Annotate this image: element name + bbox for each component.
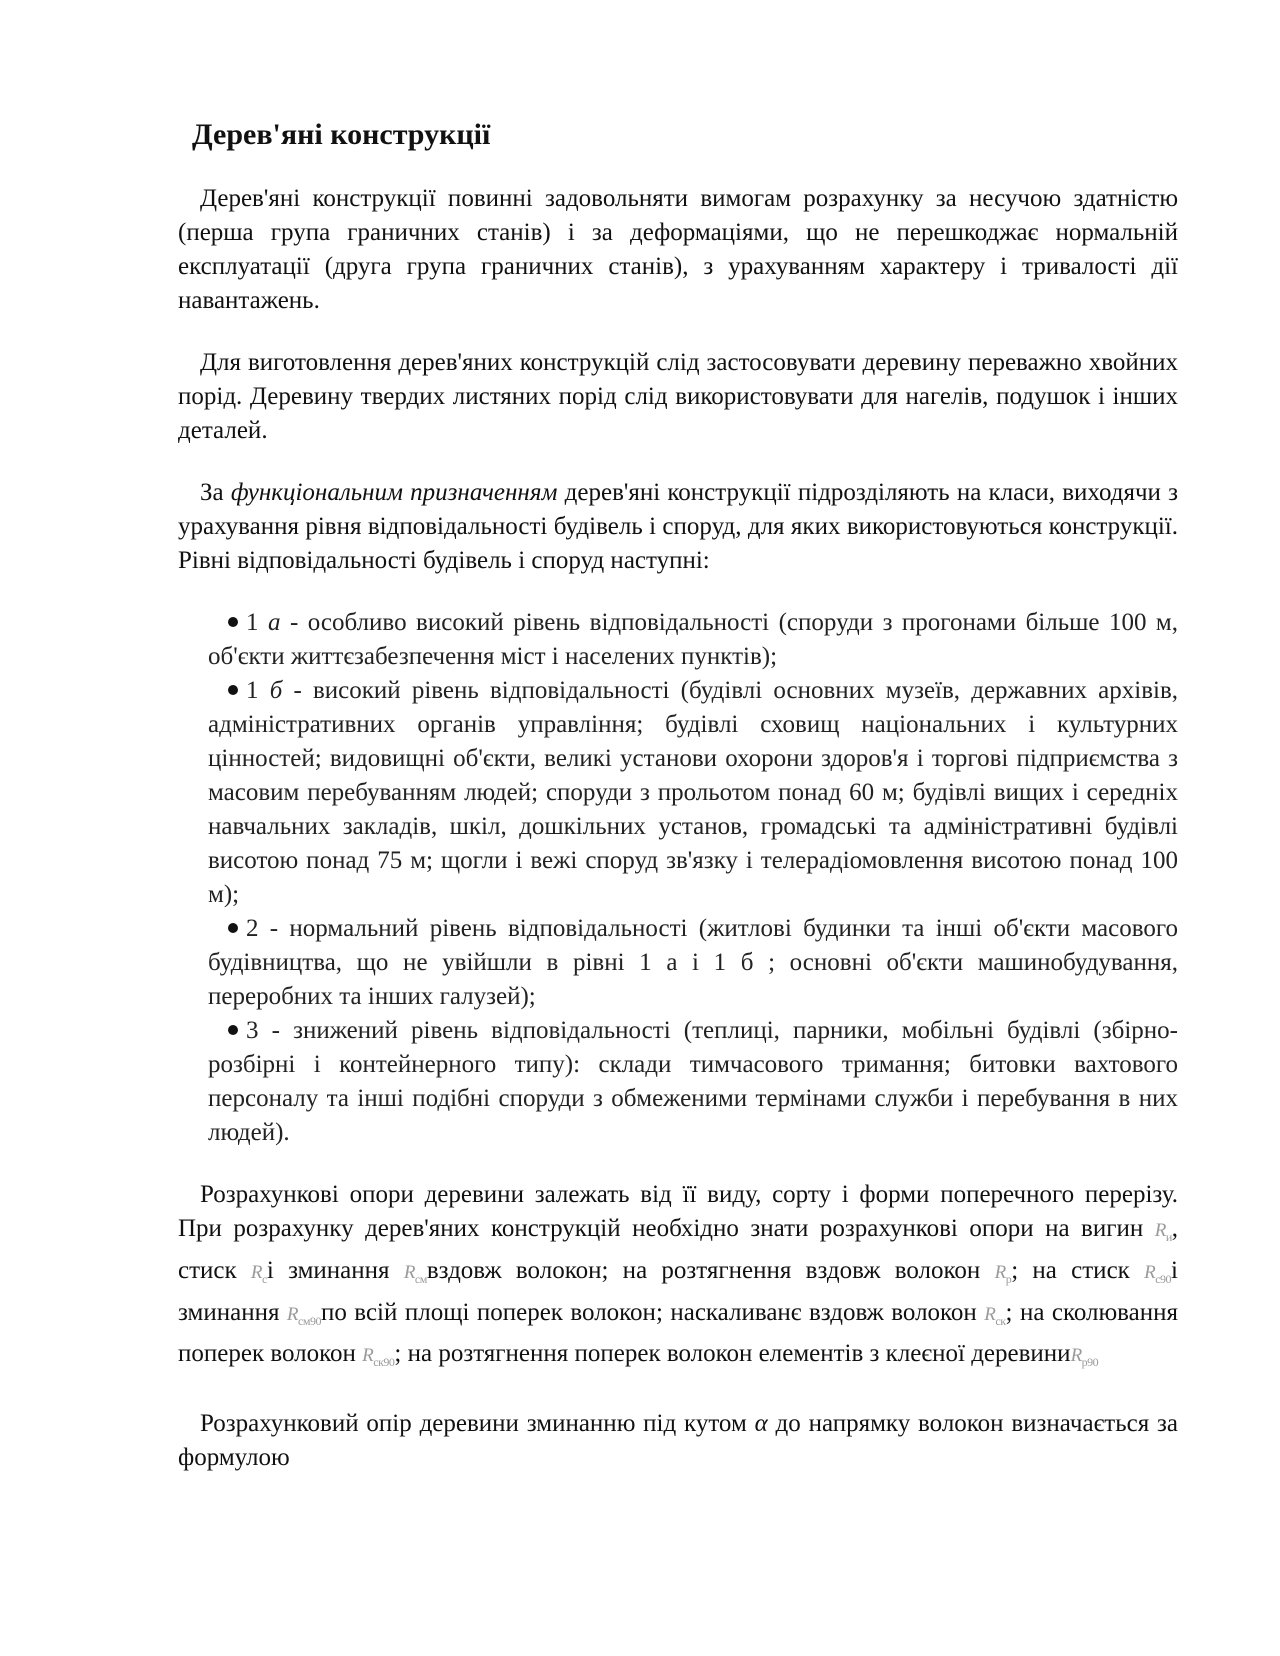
formula-symbol: $R_{с90}$ xyxy=(1144,1261,1172,1286)
page-title: Дерев'яні конструкції xyxy=(192,118,491,151)
formula-symbol: $R_{см90}$ xyxy=(286,1303,321,1328)
alpha-symbol: α xyxy=(754,1410,768,1438)
emphasis-functional-purpose: функціональним призначенням xyxy=(230,479,558,506)
paragraph-design-resistances: Розрахункові опори деревини залежать від її виду, сорту і форми поперечного перерізу. При розрахунку дерев'яних конструкцій необхідно знати розрахункові опори на вигин $R_и$, стиск $R_сі$ зминання $R_{см}вздовж$ волокон; на розтягнення вздовж волокон $R_р$; на стиск $R_{с90}і$ зминання $R_{см90}по$ всій площі поперек волокон; наскаливанє вздовж волокон $R_{ск}$; на сколювання поперек волокон $R_{ск90}$; на розтягнення поперек волокон елементів з клеєної деревиниR$_{р90}$ xyxy=(178,1181,1178,1370)
formula-symbol: $R_{ск}$ xyxy=(984,1303,1006,1328)
list-item: 3 - знижений рівень відповідальності (теплиці, парники, мобільні будівлі (збірно-розбірні і контейнерного типу): склади тимчасового тримання; битовки вахтового персоналу та інші подібні споруди з обмеженими термінами служби і перебування в них людей). xyxy=(208,1017,1178,1146)
responsibility-levels-list xyxy=(208,606,1178,1150)
bullet-icon xyxy=(228,923,238,933)
formula-symbol: $R_{ск90}$ xyxy=(362,1345,395,1370)
bullet-icon xyxy=(228,685,238,695)
list-item: 1 а - особливо високий рівень відповідальності (споруди з прогонами більше 100 м, об'єкти життєзабезпечення міст і населених пунктів); xyxy=(208,609,1178,670)
formula-symbol: $R_р$ xyxy=(994,1261,1012,1286)
formula-symbol: $R_{р90}$ xyxy=(1070,1345,1099,1370)
paragraph-classes: За функціональним призначенням дерев'яні конструкції підрозділяють на класи, виходячи з урахування рівня відповідальності будівель і споруд, для яких використовуються конструкції. Рівні відповідальності будівель і споруд наступні: xyxy=(178,479,1178,574)
bullet-icon xyxy=(228,617,238,627)
formula-symbol: $R_с$ xyxy=(250,1261,267,1286)
document-page xyxy=(178,118,1178,1503)
paragraph-materials: Для виготовлення дерев'яних конструкцій слід застосовувати деревину переважно хвойних порід. Деревину твердих листяних порід слід використовувати для нагелів, подушок і інших деталей. xyxy=(178,349,1178,444)
list-item: 1 б - високий рівень відповідальності (будівлі основних музеїв, державних архівів, адміністративних органів управління; будівлі сховищ національних і культурних цінностей; видовищні об'єкти, великі установи охорони здоров'я і торгові підприємства з масовим перебуванням людей; споруди з прольотом понад 60 м; будівлі вищих і середніх навчальних закладів, шкіл, дошкільних установ, громадські та адміністративні будівлі висотою понад 75 м; щогли і вежі споруд зв'язку і телерадіомовлення висотою понад 100 м); xyxy=(208,677,1179,908)
paragraph-angle-resistance: Розрахунковий опір деревини зминанню під кутом α до напрямку волокон визначається за формулою xyxy=(178,1410,1179,1472)
formula-symbol: $R_и$ xyxy=(1154,1220,1172,1244)
list-item: 2 - нормальний рівень відповідальності (житлові будинки та інші об'єкти масового будівництва, що не увійшли в рівні 1 а і 1 б ; основні об'єкти машинобудування, переробних та інших галузей); xyxy=(208,915,1178,1010)
formula-symbol: $R_{см}$ xyxy=(403,1261,427,1286)
paragraph-requirements: Дерев'яні конструкції повинні задовольняти вимогам розрахунку за несучою здатністю (перша група граничних станів) і за деформаціями, що не перешкоджає нормальній експлуатації (друга група граничних станів), з урахуванням характеру і тривалості дії навантажень. xyxy=(178,185,1178,314)
bullet-icon xyxy=(228,1025,238,1035)
